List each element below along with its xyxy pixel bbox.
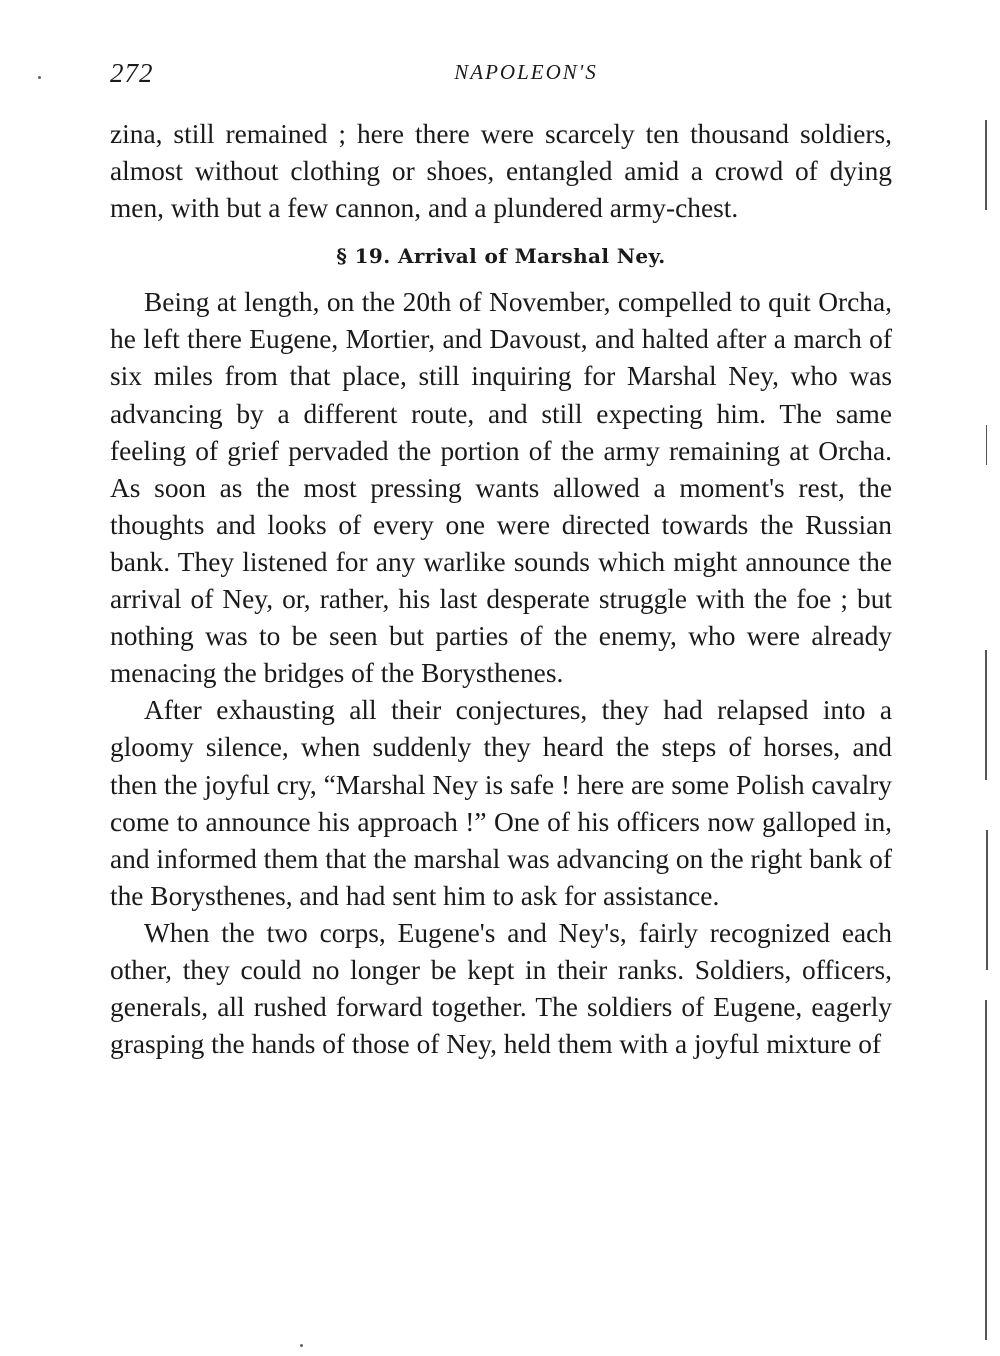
paragraph: Being at length, on the 20th of November, compelled to quit Orcha, he left there Eugene, Mortier, and Davoust, and halted after a march of six miles from that place, still inquiring for Marshal Ney, who was advancing by a different route, and still expecting him. The same feeling of grief pervaded the portion of the army remaining at Orcha. As soon as the most pressing wants allowed a moment's rest, the thoughts and looks of every one were directed towards the Russian bank. They listened for any warlike sounds which might announce the arrival of Ney, or, rather, his last desperate struggle with the foe ; but nothing was to be seen but parties of the enemy, who were already menacing the bridges of the Borysthenes.	[110, 287, 892, 689]
scan-edge-mark	[985, 120, 987, 210]
page-number: 272	[110, 58, 154, 88]
paragraph: After exhausting all their conjectures, they had relapsed into a gloomy silence, when suddenly they heard the steps of horses, and then the joyful cry, “Marshal Ney is safe ! here are some Polish cavalry come to announce his approach !” One of his officers now galloped in, and informed them that the marshal was advancing on the right bank of the Borysthenes, and had sent him to ask for assistance.	[110, 695, 892, 911]
scan-speck	[300, 1344, 303, 1347]
running-title: NAPOLEON'S	[454, 60, 598, 84]
text-block	[110, 116, 892, 1063]
scan-edge-mark	[985, 1000, 987, 1340]
scan-speck	[38, 76, 41, 79]
scan-edge-mark	[986, 830, 988, 970]
section-heading: § 19. Arrival of Marshal Ney.	[336, 244, 666, 269]
running-head	[110, 58, 892, 92]
scan-edge-mark	[985, 650, 987, 780]
paragraph: When the two corps, Eugene's and Ney's, fairly recognized each other, they could no longer be kept in their ranks. Soldiers, officers, generals, all rushed forward together. The soldiers of Eugene, eagerly grasping the hands of those of Ney, held them with a joyful mixture of	[110, 917, 892, 1060]
paragraph-continued: zina, still remained ; here there were scarcely ten thousand soldiers, almost without clothing or shoes, entangled amid a crowd of dying men, with but a few cannon, and a plundered army-chest.	[110, 119, 892, 224]
scan-edge-mark	[986, 425, 987, 465]
